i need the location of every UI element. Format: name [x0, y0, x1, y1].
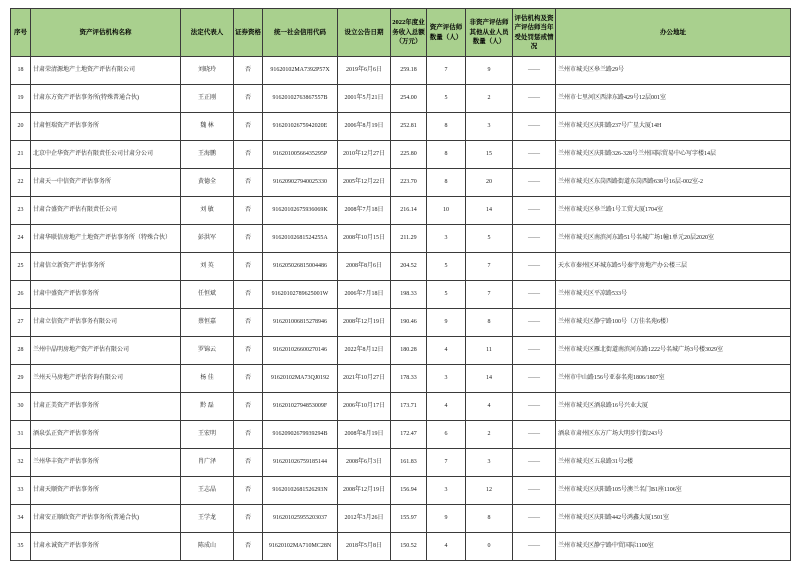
cell-penalty-status: —— [513, 505, 556, 533]
cell-2022-revenue: 254.00 [391, 85, 427, 113]
table-row [11, 365, 791, 393]
table-row [11, 169, 791, 197]
appraisal-institutions-sheet [0, 8, 800, 566]
cell-legal-representative: 刘 敏 [181, 197, 234, 225]
cell-announcement-date: 2021年10月27日 [338, 365, 391, 393]
cell-institution-name: 兰州中晶明房地产资产评估有限公司 [31, 337, 181, 365]
cell-credit-code: 916201026759185144 [263, 449, 338, 477]
header-announcement-date: 设立公告日期 [338, 9, 391, 57]
cell-credit-code: 91620102675942020E [263, 113, 338, 141]
cell-assessor-count: 7 [427, 57, 466, 85]
cell-credit-code: 916201026600270146 [263, 337, 338, 365]
cell-assessor-count: 5 [427, 281, 466, 309]
cell-institution-name: 甘肃恒瑞资产评估事务所 [31, 113, 181, 141]
cell-announcement-date: 2008年6月3日 [338, 449, 391, 477]
cell-assessor-count: 8 [427, 141, 466, 169]
cell-assessor-count: 9 [427, 505, 466, 533]
table-row [11, 85, 791, 113]
cell-2022-revenue: 156.94 [391, 477, 427, 505]
cell-2022-revenue: 172.47 [391, 421, 427, 449]
table-row [11, 253, 791, 281]
cell-announcement-date: 2005年12月22日 [338, 169, 391, 197]
table-row [11, 281, 791, 309]
cell-announcement-date: 2019年6月6日 [338, 57, 391, 85]
cell-index: 24 [11, 225, 31, 253]
cell-index: 27 [11, 309, 31, 337]
cell-office-address: 兰州市城关区平凉路533号 [556, 281, 791, 309]
cell-announcement-date: 2006年10月17日 [338, 393, 391, 421]
cell-office-address: 酒泉市肃州区东方广场大明步行街243号 [556, 421, 791, 449]
cell-institution-name: 甘肃荣清源地产土地资产评估有限公司 [31, 57, 181, 85]
cell-assessor-count: 9 [427, 309, 466, 337]
header-penalty-status: 评估机构及资产评估师当年受处罚惩戒情况 [513, 9, 556, 57]
cell-2022-revenue: 173.71 [391, 393, 427, 421]
cell-securities-qualification: 否 [234, 169, 263, 197]
header-credit-code: 统一社会信用代码 [263, 9, 338, 57]
cell-securities-qualification: 否 [234, 85, 263, 113]
cell-2022-revenue: 150.52 [391, 533, 427, 561]
cell-penalty-status: —— [513, 477, 556, 505]
cell-legal-representative: 王海鹏 [181, 141, 234, 169]
cell-index: 23 [11, 197, 31, 225]
cell-office-address: 兰州市城关区皋兰路29号 [556, 57, 791, 85]
cell-office-address: 兰州市七里河区西津东路429号12层001室 [556, 85, 791, 113]
cell-office-address: 天水市秦州区环城东路5号秦宇房地产办公楼三层 [556, 253, 791, 281]
cell-securities-qualification: 否 [234, 533, 263, 561]
cell-legal-representative: 刘 英 [181, 253, 234, 281]
cell-credit-code: 91620102MA710MC28N [263, 533, 338, 561]
cell-2022-revenue: 211.29 [391, 225, 427, 253]
cell-assessor-count: 4 [427, 533, 466, 561]
cell-announcement-date: 2001年5月21日 [338, 85, 391, 113]
table-row [11, 421, 791, 449]
cell-securities-qualification: 否 [234, 337, 263, 365]
cell-credit-code: 916205026815004486 [263, 253, 338, 281]
cell-other-staff-count: 2 [466, 85, 513, 113]
cell-credit-code: 91620102MA73QJ0192 [263, 365, 338, 393]
cell-penalty-status: —— [513, 421, 556, 449]
header-assessor-count: 资产评估师数量（人） [427, 9, 466, 57]
cell-announcement-date: 2008年8月19日 [338, 421, 391, 449]
cell-credit-code: 91620102763867557B [263, 85, 338, 113]
cell-index: 28 [11, 337, 31, 365]
cell-securities-qualification: 否 [234, 477, 263, 505]
cell-assessor-count: 4 [427, 337, 466, 365]
cell-2022-revenue: 252.81 [391, 113, 427, 141]
cell-other-staff-count: 2 [466, 421, 513, 449]
cell-institution-name: 甘肃正美资产评估事务所 [31, 393, 181, 421]
cell-legal-representative: 任恒斌 [181, 281, 234, 309]
cell-legal-representative: 肖广泽 [181, 449, 234, 477]
cell-index: 25 [11, 253, 31, 281]
cell-2022-revenue: 216.14 [391, 197, 427, 225]
cell-credit-code: 916201006815278946 [263, 309, 338, 337]
header-office-address: 办公地址 [556, 9, 791, 57]
cell-announcement-date: 2012年3月26日 [338, 505, 391, 533]
cell-assessor-count: 3 [427, 477, 466, 505]
table-row [11, 309, 791, 337]
cell-office-address: 兰州市城关区雁北街道南滨河东路1222号名城广场3号楼3029室 [556, 337, 791, 365]
cell-institution-name: 甘肃东方资产评估事务所(特殊普通合伙) [31, 85, 181, 113]
cell-2022-revenue: 178.33 [391, 365, 427, 393]
cell-2022-revenue: 204.52 [391, 253, 427, 281]
cell-other-staff-count: 7 [466, 281, 513, 309]
cell-securities-qualification: 否 [234, 141, 263, 169]
cell-securities-qualification: 否 [234, 113, 263, 141]
cell-penalty-status: —— [513, 337, 556, 365]
header-legal-representative: 法定代表人 [181, 9, 234, 57]
cell-assessor-count: 6 [427, 421, 466, 449]
cell-office-address: 兰州市城关区东岗西路街道东岗西路638号16层-002室-2 [556, 169, 791, 197]
cell-other-staff-count: 12 [466, 477, 513, 505]
cell-announcement-date: 2008年7月18日 [338, 197, 391, 225]
cell-other-staff-count: 8 [466, 505, 513, 533]
cell-index: 34 [11, 505, 31, 533]
cell-penalty-status: —— [513, 365, 556, 393]
cell-office-address: 兰州市城关区庆阳路105号澳兰名门B1座1106室 [556, 477, 791, 505]
cell-securities-qualification: 否 [234, 449, 263, 477]
table-row [11, 505, 791, 533]
cell-securities-qualification: 否 [234, 393, 263, 421]
cell-assessor-count: 5 [427, 85, 466, 113]
cell-2022-revenue: 180.28 [391, 337, 427, 365]
cell-institution-name: 甘肃永诚资产评估事务所 [31, 533, 181, 561]
cell-index: 31 [11, 421, 31, 449]
cell-legal-representative: 罗锦云 [181, 337, 234, 365]
cell-legal-representative: 黄德全 [181, 169, 234, 197]
cell-2022-revenue: 225.80 [391, 141, 427, 169]
cell-legal-representative: 王正刚 [181, 85, 234, 113]
table-row [11, 197, 791, 225]
cell-announcement-date: 2006年7月18日 [338, 281, 391, 309]
cell-institution-name: 酒泉弘正资产评估事务所 [31, 421, 181, 449]
cell-announcement-date: 2008年12月19日 [338, 477, 391, 505]
cell-credit-code: 91620102789625001W [263, 281, 338, 309]
table-row [11, 57, 791, 85]
cell-institution-name: 兰州天马房地产评估咨询有限公司 [31, 365, 181, 393]
cell-index: 26 [11, 281, 31, 309]
cell-legal-representative: 黔 磊 [181, 393, 234, 421]
cell-securities-qualification: 否 [234, 281, 263, 309]
cell-securities-qualification: 否 [234, 421, 263, 449]
cell-other-staff-count: 7 [466, 253, 513, 281]
cell-legal-representative: 彭洪军 [181, 225, 234, 253]
cell-credit-code: 91620102794853009F [263, 393, 338, 421]
cell-institution-name: 兰州华丰资产评估事务所 [31, 449, 181, 477]
cell-office-address: 兰州市城关区静宁路100号（万佳名苑6楼） [556, 309, 791, 337]
cell-other-staff-count: 3 [466, 449, 513, 477]
table-body [11, 57, 791, 561]
cell-index: 33 [11, 477, 31, 505]
cell-announcement-date: 2018年5月8日 [338, 533, 391, 561]
cell-penalty-status: —— [513, 57, 556, 85]
cell-penalty-status: —— [513, 449, 556, 477]
cell-credit-code: 916201025955203037 [263, 505, 338, 533]
cell-other-staff-count: 3 [466, 113, 513, 141]
cell-institution-name: 甘肃华联信房地产土地资产评估事务所（特殊合伙） [31, 225, 181, 253]
cell-institution-name: 甘肃天顺资产评估事务所 [31, 477, 181, 505]
cell-index: 29 [11, 365, 31, 393]
cell-other-staff-count: 8 [466, 309, 513, 337]
cell-credit-code: 91620102681526293N [263, 477, 338, 505]
cell-announcement-date: 2006年8月19日 [338, 113, 391, 141]
cell-office-address: 兰州市城关区静宁路中贸国际1100室 [556, 533, 791, 561]
header-other-staff-count: 非资产评估师其他从业人员数量（人） [466, 9, 513, 57]
cell-penalty-status: —— [513, 533, 556, 561]
cell-legal-representative: 王宏明 [181, 421, 234, 449]
table-row [11, 477, 791, 505]
cell-legal-representative: 陈成山 [181, 533, 234, 561]
cell-other-staff-count: 9 [466, 57, 513, 85]
cell-legal-representative: 魏 林 [181, 113, 234, 141]
cell-institution-name: 甘肃立信资产评估事务有限公司 [31, 309, 181, 337]
cell-penalty-status: —— [513, 253, 556, 281]
cell-securities-qualification: 否 [234, 253, 263, 281]
cell-index: 35 [11, 533, 31, 561]
cell-credit-code: 916209027940025330 [263, 169, 338, 197]
cell-credit-code: 91620102681524255A [263, 225, 338, 253]
cell-office-address: 兰州市城关区庆阳路442号鸿鑫大厦1501室 [556, 505, 791, 533]
cell-index: 21 [11, 141, 31, 169]
cell-announcement-date: 2008年10月15日 [338, 225, 391, 253]
cell-announcement-date: 2010年12月27日 [338, 141, 391, 169]
cell-securities-qualification: 否 [234, 365, 263, 393]
cell-office-address: 兰州市城关区庆阳路237号广星大厦14H [556, 113, 791, 141]
header-securities-qualification: 证券资格 [234, 9, 263, 57]
cell-institution-name: 甘肃合盛资产评估有限责任公司 [31, 197, 181, 225]
cell-2022-revenue: 155.97 [391, 505, 427, 533]
cell-announcement-date: 2008年12月19日 [338, 309, 391, 337]
cell-penalty-status: —— [513, 197, 556, 225]
cell-announcement-date: 2008年8月6日 [338, 253, 391, 281]
cell-institution-name: 甘肃中盛资产评估事务所 [31, 281, 181, 309]
table-row [11, 113, 791, 141]
cell-securities-qualification: 否 [234, 225, 263, 253]
cell-securities-qualification: 否 [234, 505, 263, 533]
cell-legal-representative: 王学龙 [181, 505, 234, 533]
cell-institution-name: 北京中企华资产评估有限责任公司甘肃分公司 [31, 141, 181, 169]
cell-index: 20 [11, 113, 31, 141]
cell-index: 19 [11, 85, 31, 113]
cell-assessor-count: 4 [427, 393, 466, 421]
cell-other-staff-count: 0 [466, 533, 513, 561]
cell-2022-revenue: 190.46 [391, 309, 427, 337]
table-row [11, 533, 791, 561]
cell-office-address: 兰州市中山路156号亚泰名苑1806/1807室 [556, 365, 791, 393]
cell-credit-code: 91620100566435295P [263, 141, 338, 169]
table-row [11, 225, 791, 253]
cell-other-staff-count: 5 [466, 225, 513, 253]
cell-2022-revenue: 223.70 [391, 169, 427, 197]
cell-office-address: 兰州市城关区南滨河东路51号名城广场1幢1单元20层2020室 [556, 225, 791, 253]
cell-penalty-status: —— [513, 281, 556, 309]
cell-office-address: 兰州市城关区庆阳路326-328号兰州国际贸易中心写字楼14层 [556, 141, 791, 169]
header-institution-name: 资产评估机构名称 [31, 9, 181, 57]
cell-other-staff-count: 14 [466, 365, 513, 393]
cell-2022-revenue: 161.83 [391, 449, 427, 477]
cell-assessor-count: 3 [427, 225, 466, 253]
cell-legal-representative: 蔡恒嘉 [181, 309, 234, 337]
cell-penalty-status: —— [513, 113, 556, 141]
cell-legal-representative: 刘晓玲 [181, 57, 234, 85]
cell-other-staff-count: 11 [466, 337, 513, 365]
cell-penalty-status: —— [513, 393, 556, 421]
cell-index: 18 [11, 57, 31, 85]
cell-assessor-count: 10 [427, 197, 466, 225]
header-index: 序号 [11, 9, 31, 57]
appraisal-institutions-table [10, 8, 791, 561]
cell-legal-representative: 杨 佳 [181, 365, 234, 393]
cell-assessor-count: 8 [427, 113, 466, 141]
cell-office-address: 兰州市城关区酒泉路16号兴业大厦 [556, 393, 791, 421]
cell-announcement-date: 2022年8月12日 [338, 337, 391, 365]
cell-institution-name: 甘肃信立新资产评估事务所 [31, 253, 181, 281]
table-row [11, 337, 791, 365]
cell-other-staff-count: 15 [466, 141, 513, 169]
cell-index: 32 [11, 449, 31, 477]
cell-index: 30 [11, 393, 31, 421]
cell-office-address: 兰州市城关区皋兰路1号工贸大厦1704室 [556, 197, 791, 225]
cell-penalty-status: —— [513, 309, 556, 337]
cell-credit-code: 91620102675936069K [263, 197, 338, 225]
cell-securities-qualification: 否 [234, 57, 263, 85]
cell-institution-name: 甘肃天一中信资产评估事务所 [31, 169, 181, 197]
cell-assessor-count: 7 [427, 449, 466, 477]
cell-assessor-count: 5 [427, 253, 466, 281]
cell-office-address: 兰州市城关区五泉路31号2楼 [556, 449, 791, 477]
table-header-row [11, 9, 791, 57]
cell-penalty-status: —— [513, 141, 556, 169]
cell-securities-qualification: 否 [234, 197, 263, 225]
cell-credit-code: 91620902679939294B [263, 421, 338, 449]
cell-other-staff-count: 4 [466, 393, 513, 421]
cell-index: 22 [11, 169, 31, 197]
cell-2022-revenue: 198.33 [391, 281, 427, 309]
cell-penalty-status: —— [513, 225, 556, 253]
cell-penalty-status: —— [513, 169, 556, 197]
table-row [11, 141, 791, 169]
cell-assessor-count: 3 [427, 365, 466, 393]
header-2022-revenue: 2022年度业务收入总额（万元） [391, 9, 427, 57]
cell-legal-representative: 王志晶 [181, 477, 234, 505]
cell-other-staff-count: 14 [466, 197, 513, 225]
cell-institution-name: 甘肃安正顺政资产评估事务所(普通合伙) [31, 505, 181, 533]
cell-penalty-status: —— [513, 85, 556, 113]
cell-assessor-count: 8 [427, 169, 466, 197]
cell-credit-code: 91620102MA7392P57X [263, 57, 338, 85]
cell-2022-revenue: 259.18 [391, 57, 427, 85]
table-row [11, 449, 791, 477]
table-row [11, 393, 791, 421]
cell-other-staff-count: 20 [466, 169, 513, 197]
cell-securities-qualification: 否 [234, 309, 263, 337]
